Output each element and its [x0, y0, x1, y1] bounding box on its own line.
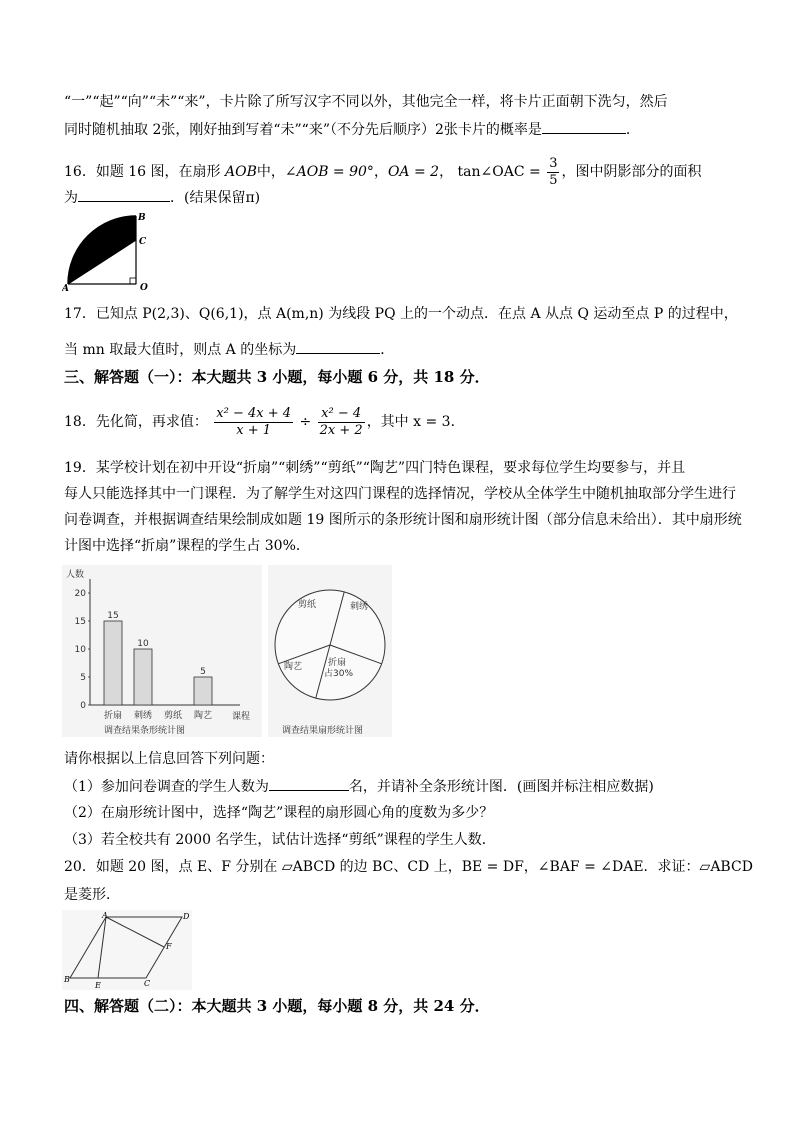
q18-fraction-2 — [318, 406, 365, 439]
y-tick-label: 20 — [74, 589, 86, 599]
q18-fraction-1 — [214, 406, 293, 439]
bar — [104, 621, 122, 705]
q15-line1: “一”“起”“向”“未”“来”，卡片除了所写汉字不同以外，其他完全一样，将卡片正面朝下洗匀，然后 — [64, 94, 668, 110]
q20-line2: 是菱形． — [64, 887, 120, 903]
label-a: A — [62, 284, 69, 292]
x-tick-label: 陶艺 — [193, 711, 213, 721]
q19-prompt: 请你根据以上信息回答下列问题： — [64, 751, 274, 767]
label-c: C — [139, 237, 147, 247]
pie-annotation: 占30% — [324, 669, 354, 679]
label-b: B — [138, 213, 146, 223]
q19-sub1-post: 名，并请补全条形统计图．(画图并标注相应数据) — [348, 779, 654, 795]
q19-line4: 计图中选择“折扇”课程的学生占 30%． — [64, 538, 310, 554]
q16-fraction — [547, 156, 559, 189]
bar — [194, 677, 212, 705]
q19-sub1-pre: （1）参加问卷调查的学生人数为 — [64, 779, 269, 795]
label-e: E — [95, 981, 101, 990]
x-axis-label: 课程 — [232, 712, 251, 722]
q17-line2-post: ． — [380, 342, 395, 358]
q19-sub2: （2）在扇形统计图中，选择“陶艺”课程的扇形圆心角的度数为多少？ — [64, 805, 494, 821]
x-tick-label: 折扇 — [103, 711, 123, 721]
q17-answer-blank — [296, 339, 380, 354]
bar-data-label: 5 — [200, 667, 206, 677]
q19-line1: 19．某学校计划在初中开设“折扇”“刺绣”“剪纸”“陶艺”四门特色课程，要求每位学生均要参与，并且 — [64, 460, 686, 476]
q18-n1: x² − 4x + 4 — [216, 405, 292, 421]
q16-line2 — [64, 187, 260, 208]
q16-line2-pre: 为 — [64, 190, 78, 206]
q20-line1: 20．如题 20 图，点 E、F 分别在 ▱ABCD 的边 BC、CD 上，BE = DF，∠BAF = ∠DAE．求证：▱ABCD — [64, 859, 753, 875]
y-tick-label: 0 — [80, 701, 86, 711]
pie-slice-label: 剪纸 — [298, 600, 317, 610]
q16-post: ，图中阴影部分的面积 — [561, 164, 702, 180]
y-tick-label: 10 — [74, 645, 86, 655]
q16-aob: AOB — [224, 164, 257, 180]
bar-chart-title: 调查结果条形统计图 — [104, 726, 186, 736]
pie-slice-label: 刺绣 — [350, 602, 369, 612]
q17-line1: 17．已知点 P(2,3)、Q(6,1)，点 A(m,n) 为线段 PQ 上的一个动点．在点 A 从点 Q 运动至点 P 的过程中， — [64, 306, 738, 322]
q15-line2 — [64, 119, 640, 140]
q16-den: 5 — [549, 172, 558, 188]
q19-line2: 每人只能选择其中一门课程．为了解学生对这四门课程的选择情况，学校从全体学生中随机抽取部分学生进行 — [64, 486, 736, 502]
bar-data-label: 10 — [137, 639, 149, 649]
label-b: B — [64, 975, 70, 984]
x-tick-label: 刺绣 — [133, 711, 153, 721]
bar — [134, 649, 152, 705]
section-4-heading: 四、解答题（二）：本大题共 3 小题，每小题 8 分，共 24 分． — [64, 997, 490, 1015]
q18-d1: x + 1 — [236, 422, 272, 438]
q19-answer-blank — [269, 776, 349, 791]
y-axis-label: 人数 — [66, 570, 85, 580]
pie-chart — [268, 565, 392, 737]
q15-answer-blank — [542, 119, 626, 134]
pie-chart-title: 调查结果扇形统计图 — [282, 726, 364, 736]
q19-sub3: （3）若全校共有 2000 名学生，试估计选择“剪纸”课程的学生人数． — [64, 832, 496, 848]
x-tick-label: 剪纸 — [163, 711, 183, 721]
bar-chart — [62, 565, 262, 737]
bar-data-label: 15 — [107, 611, 119, 621]
label-f: F — [166, 942, 172, 951]
label-o: O — [140, 283, 148, 292]
q16-oa: OA = 2 — [387, 164, 440, 180]
q16-angle: ∠AOB = 90° — [284, 164, 374, 180]
q16-sector-figure — [62, 210, 152, 292]
q16-num: 3 — [549, 155, 558, 171]
pie-slice-label: 折扇 — [328, 658, 347, 668]
pie-chart-marks — [275, 590, 385, 700]
label-c: C — [144, 979, 151, 988]
q19-sub1 — [64, 776, 654, 797]
q15-line2-text: 同时随机抽取 2张，刚好抽到写着“未”“来”（不分先后顺序）2张卡片的概率是 — [64, 122, 542, 138]
q16-pre: 16．如题 16 图，在扇形 — [64, 164, 221, 180]
q16-mid2: ， — [373, 164, 388, 180]
y-tick-label: 5 — [80, 673, 86, 683]
q18-pre: 18．先化简，再求值： — [64, 414, 208, 430]
section-3-heading: 三、解答题（一）：本大题共 3 小题，每小题 6 分，共 18 分． — [64, 368, 490, 386]
q18-post: ，其中 x = 3． — [366, 414, 465, 430]
label-d: D — [183, 912, 190, 921]
q19-line3: 问卷调查，并根据调查结果绘制成如题 19 图所示的条形统计图和扇形统计图（部分信息未给出）．其中扇形统 — [64, 512, 742, 528]
label-a: A — [102, 911, 108, 920]
q18-d2: 2x + 2 — [319, 422, 363, 438]
q18-op: ÷ — [299, 414, 312, 430]
q16-line2-post: ．(结果保留π) — [170, 190, 261, 206]
q16-mid1: 中， — [256, 164, 285, 180]
shaded-region — [68, 216, 136, 284]
q18-line — [64, 402, 465, 442]
q20-parallelogram-figure — [62, 910, 192, 990]
q15-line2-end: ． — [625, 122, 640, 138]
right-angle-mark — [130, 278, 136, 284]
q17-line2-pre: 当 mn 取最大值时，则点 A 的坐标为 — [64, 342, 297, 358]
q17-line2 — [64, 339, 394, 360]
q16-mid3: ， — [439, 164, 454, 180]
q18-n2: x² − 4 — [318, 406, 365, 423]
y-tick-label: 15 — [74, 617, 86, 627]
q16-answer-blank — [78, 187, 170, 202]
q16-tan: tan∠OAC = — [457, 164, 541, 180]
q16-line1 — [64, 154, 701, 190]
pie-slice-label: 陶艺 — [284, 662, 303, 672]
